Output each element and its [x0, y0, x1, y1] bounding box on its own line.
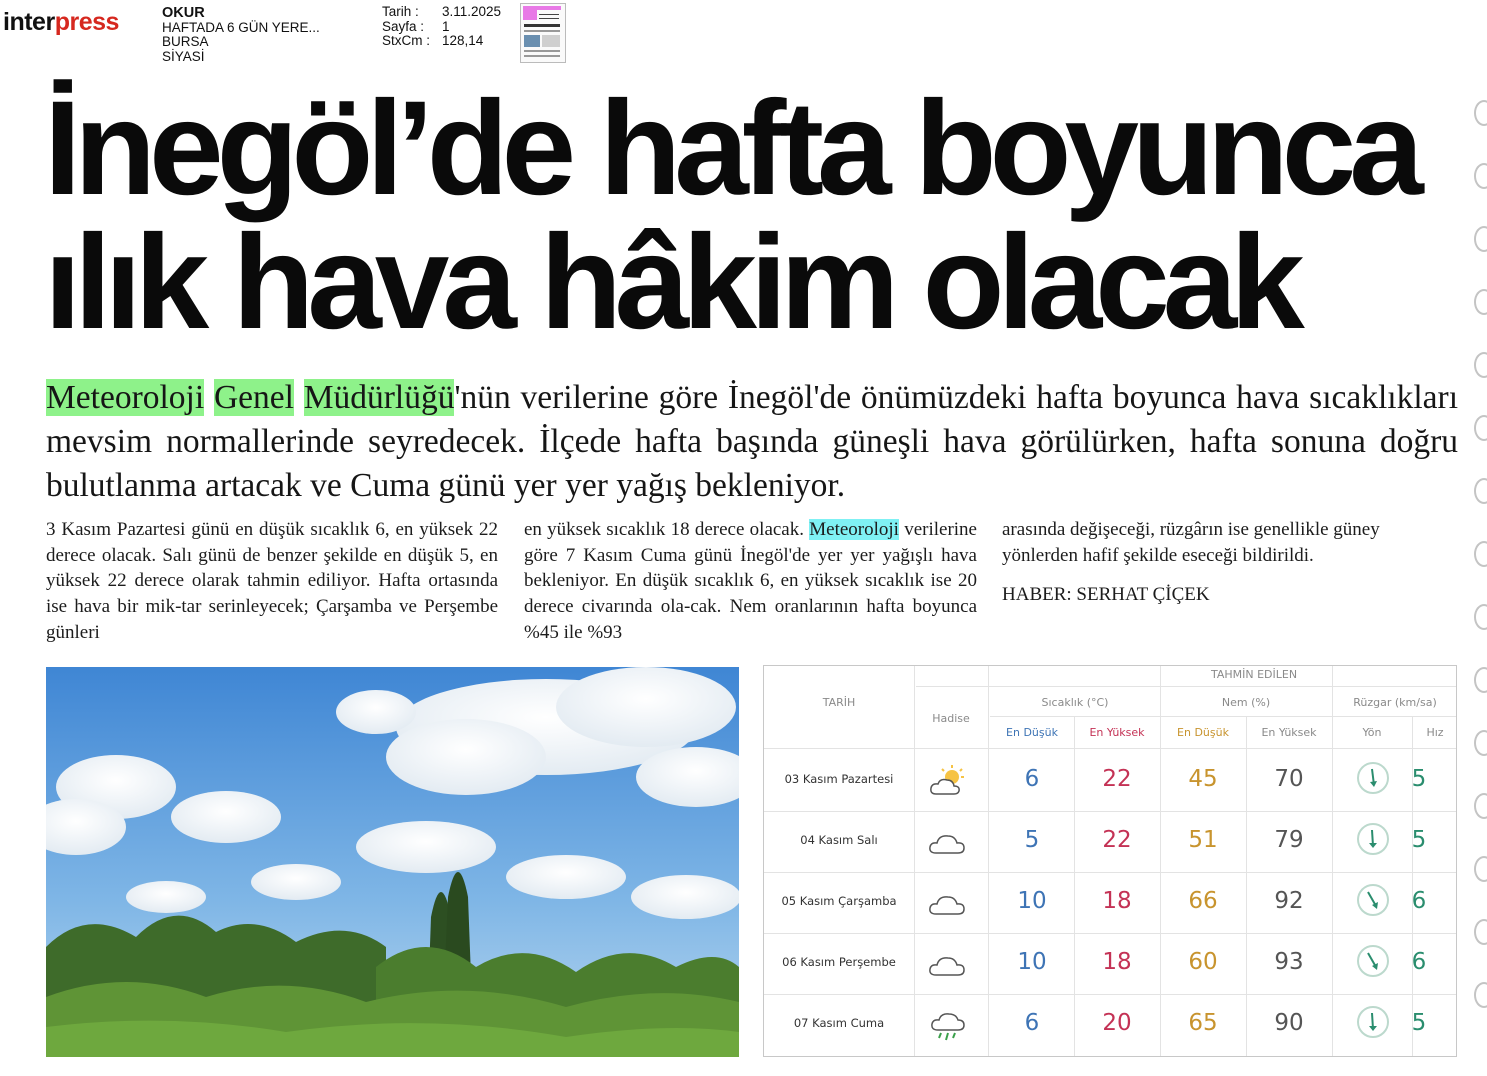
- temp-max: 22: [1102, 766, 1132, 792]
- sub-hum-max: En Yüksek: [1261, 726, 1317, 739]
- partly-cloudy-icon: [926, 764, 972, 798]
- hum-min: 45: [1188, 766, 1218, 792]
- group-wind: Rüzgar (km/sa): [1353, 696, 1437, 709]
- sky-trees-photo: [46, 667, 739, 1057]
- date-label: Tarih :: [382, 4, 419, 19]
- hum-min: 65: [1188, 1010, 1218, 1036]
- clipping-info: [162, 6, 320, 64]
- group-humidity: Nem (%): [1221, 696, 1271, 709]
- hum-max: 90: [1274, 1010, 1304, 1036]
- hum-min: 66: [1188, 888, 1218, 914]
- binding-rings: [1471, 100, 1487, 1045]
- cloud-icon: [926, 825, 972, 859]
- hum-min: 51: [1188, 827, 1218, 853]
- wind-speed: 5: [1411, 1010, 1427, 1036]
- cloud-icon: [926, 886, 972, 920]
- body-column-2: [524, 517, 977, 646]
- wind-direction-icon: [1356, 761, 1390, 795]
- lead-text: 'nün verilerine göre İnegöl'de önümüzdeki hafta boyunca hava sıcaklıkları mevsim normallerinde seyredecek. İlçede hafta başında güneşli hava görülürken, hafta sonuna doğru bulutlanma artacak ve Cuma günü yer yer yağış bekleniyor.: [46, 379, 1459, 504]
- body-column-3: [1002, 517, 1456, 608]
- stxcm-label: StxCm :: [382, 33, 431, 48]
- temp-min: 6: [1024, 1010, 1040, 1036]
- forecast-row: [764, 933, 1457, 994]
- highlight-mudurlugu: Müdürlüğü: [303, 379, 455, 416]
- page-thumbnail[interactable]: [520, 3, 566, 63]
- sub-temp-min: En Düşük: [1006, 726, 1058, 739]
- wind-speed: 6: [1411, 949, 1427, 975]
- cloud-icon: [926, 947, 972, 981]
- row-date: 07 Kasım Cuma: [793, 1016, 885, 1030]
- sub-wind-dir: Yön: [1362, 726, 1382, 739]
- row-date: 04 Kasım Salı: [800, 833, 878, 847]
- wind-direction-icon: [1356, 883, 1390, 917]
- temp-max: 22: [1102, 827, 1132, 853]
- col-date: TARİH: [822, 696, 856, 709]
- category-name: SİYASİ: [162, 48, 205, 64]
- col3-text: arasında değişeceği, rüzgârın ise genellikle güney yönlerden hafif şekilde eseceği bildirildi.: [1002, 519, 1380, 566]
- temp-max: 18: [1102, 949, 1132, 975]
- highlight-meteoroloji-2: Meteoroloji: [809, 519, 899, 540]
- page-label: Sayfa :: [382, 18, 425, 34]
- wind-speed: 5: [1411, 827, 1427, 853]
- forecast-table: [763, 665, 1457, 1057]
- highlight-genel: Genel: [213, 379, 294, 416]
- group-temp: Sıcaklık (°C): [1041, 696, 1109, 709]
- interpress-logo: interpress: [3, 8, 119, 36]
- wind-direction-icon: [1356, 1005, 1390, 1039]
- col2-text-a: en yüksek sıcaklık 18 derece olacak.: [524, 519, 804, 540]
- temp-min: 10: [1017, 888, 1047, 914]
- temp-min: 5: [1024, 827, 1040, 853]
- col-event: Hadise: [932, 712, 970, 725]
- temp-max: 18: [1102, 888, 1132, 914]
- forecast-row: [764, 750, 1457, 811]
- sub-wind-speed: Hız: [1426, 726, 1444, 739]
- row-date: 03 Kasım Pazartesi: [784, 772, 894, 786]
- temp-min: 6: [1024, 766, 1040, 792]
- publication-name: OKUR: [162, 5, 205, 21]
- highlight-meteoroloji: Meteoroloji: [46, 379, 205, 416]
- hum-min: 60: [1188, 949, 1218, 975]
- wind-direction-icon: [1356, 944, 1390, 978]
- wind-speed: 6: [1411, 888, 1427, 914]
- row-date: 05 Kasım Çarşamba: [781, 894, 897, 908]
- hum-max: 79: [1274, 827, 1304, 853]
- temp-min: 10: [1017, 949, 1047, 975]
- temp-max: 20: [1102, 1010, 1132, 1036]
- stxcm-value: 128,14: [442, 33, 484, 48]
- forecast-row: [764, 872, 1457, 933]
- headline-line-2: ılık hava hâkim olacak: [44, 208, 1298, 357]
- body-column-1: 3 Kasım Pazartesi günü en düşük sıcaklık 6, en yüksek 22 derece olacak. Salı günü de benzer şekilde en düşük 5, en yüksek 22 derece olarak tahmin ediliyor. Hafta ortasında ise hava bir mik-tar serinleyecek; Çarşamba ve Perşembe günleri: [46, 519, 498, 643]
- clipping-meta: [382, 5, 501, 49]
- hum-max: 93: [1274, 949, 1304, 975]
- lead-paragraph: [46, 376, 1458, 508]
- forecast-row: [764, 994, 1457, 1055]
- city-name: BURSA: [162, 34, 209, 49]
- wind-speed: 5: [1411, 766, 1427, 792]
- forecast-title: TAHMİN EDİLEN: [1210, 668, 1298, 681]
- hum-max: 70: [1274, 766, 1304, 792]
- hum-max: 92: [1274, 888, 1304, 914]
- headline-line-1: İnegöl’de hafta boyunca: [44, 74, 1417, 223]
- sub-hum-min: En Düşük: [1177, 726, 1229, 739]
- page-value: 1: [442, 18, 450, 34]
- col2-text-b: verilerine göre 7 Kasım Cuma günü İnegöl'de yer yer yağışlı hava bekleniyor. En düşük sıcaklık 6, en yüksek sıcaklık ise 20 derece civarında ola-cak. Nem oranlarının hafta boyunca %45 ile %93: [524, 519, 977, 643]
- row-date: 06 Kasım Perşembe: [782, 955, 896, 969]
- date-value: 3.11.2025: [442, 4, 502, 19]
- headline: [44, 74, 1464, 357]
- rain-icon: [926, 1008, 972, 1042]
- sub-temp-max: En Yüksek: [1089, 726, 1145, 739]
- byline: HABER: SERHAT ÇİÇEK: [1002, 584, 1210, 606]
- wind-direction-icon: [1356, 822, 1390, 856]
- forecast-row: [764, 811, 1457, 872]
- section-name: HAFTADA 6 GÜN YERE...: [162, 19, 320, 35]
